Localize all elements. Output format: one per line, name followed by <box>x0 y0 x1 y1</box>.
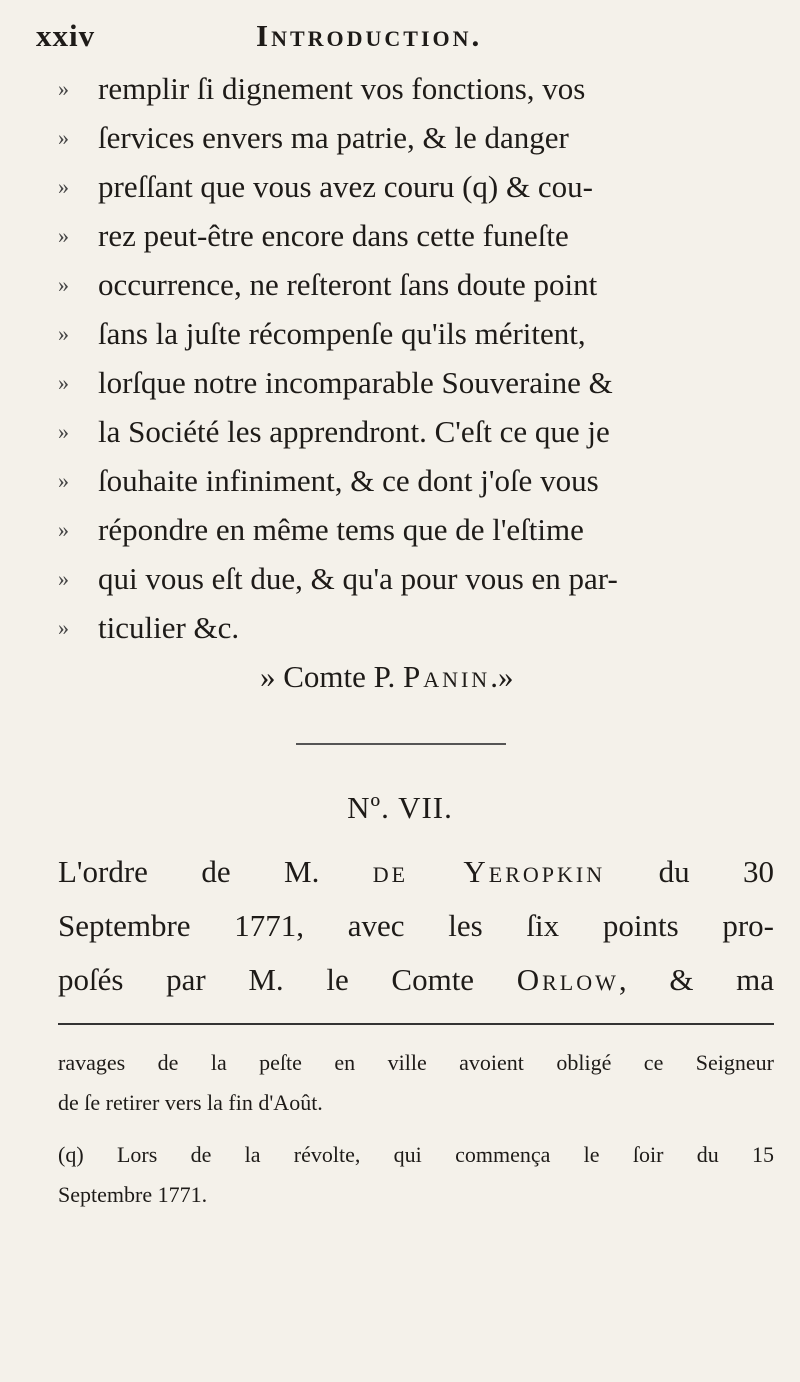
letter-line <box>58 309 778 358</box>
letter-line <box>58 162 778 211</box>
footnotes <box>58 1043 774 1215</box>
letter-line <box>58 456 778 505</box>
letter-line-text: ſervices envers ma patrie, & le danger <box>98 120 569 155</box>
quote-mark: » <box>58 125 69 150</box>
footnote-line: de ſe retirer vers la fin d'Août. <box>58 1090 323 1115</box>
quote-mark: » <box>58 321 69 346</box>
letter-line-text: ticulier &c. <box>98 610 240 645</box>
letter-line <box>58 603 778 652</box>
quote-mark: » <box>58 223 69 248</box>
letter-line <box>58 554 778 603</box>
signature-line <box>58 652 778 701</box>
letter-line <box>58 211 778 260</box>
letter-line-text: ſouhaite infiniment, & ce dont j'oſe vous <box>98 463 599 498</box>
letter-line-text: la Société les apprendront. C'eſt ce que je <box>98 414 610 449</box>
quote-mark: » <box>58 174 69 199</box>
signature-prefix: » Comte P. <box>260 659 403 694</box>
quote-mark: » <box>58 566 69 591</box>
paragraph-line <box>58 953 774 1007</box>
paragraph-text: du 30 <box>605 854 774 889</box>
quote-mark: » <box>58 370 69 395</box>
page-header <box>36 18 776 58</box>
quote-mark: » <box>58 76 69 101</box>
paragraph-text: , & ma <box>618 962 774 997</box>
section-divider <box>296 743 506 745</box>
paragraph-line <box>58 899 774 953</box>
footnote-line: ravages de la peſte en ville avoient obligé ce Seigneur <box>58 1050 774 1075</box>
letter-text <box>58 64 778 701</box>
section-title: Nº. VII. <box>347 790 453 825</box>
paragraph-text: L'ordre de M. <box>58 854 373 889</box>
letter-line <box>58 113 778 162</box>
person-name: de Yeropkin <box>372 854 606 889</box>
letter-line <box>58 407 778 456</box>
footnote-q-line: Septembre 1771. <box>58 1182 208 1207</box>
letter-line <box>58 64 778 113</box>
page-number: xxiv <box>36 18 96 53</box>
letter-line-text: ſans la juſte récompenſe qu'ils méritent, <box>98 316 586 351</box>
quote-mark: » <box>58 517 69 542</box>
letter-line-text: occurrence, ne reſteront ſans doute point <box>98 267 598 302</box>
footnote-q-line: (q) Lors de la révolte, qui commença le ſoir du 15 <box>58 1142 774 1167</box>
signature-suffix: .» <box>490 659 514 694</box>
paragraph-line <box>58 845 774 899</box>
quote-mark: » <box>58 468 69 493</box>
quote-mark: » <box>58 419 69 444</box>
quote-mark: » <box>58 615 69 640</box>
letter-line-text: répondre en même tems que de l'eſtime <box>98 512 584 547</box>
running-title: Introduction. <box>256 18 483 53</box>
signature <box>260 652 513 701</box>
section-paragraph <box>58 845 774 1007</box>
signature-name: Panin <box>402 659 491 694</box>
footnote-rule <box>58 1023 774 1025</box>
quote-mark: » <box>58 272 69 297</box>
letter-line <box>58 358 778 407</box>
person-name: Orlow <box>516 962 619 997</box>
footnote-gap <box>58 1123 774 1135</box>
letter-line-text: qui vous eſt due, & qu'a pour vous en par- <box>98 561 618 596</box>
letter-line-text: lorſque notre incomparable Souveraine & <box>98 365 613 400</box>
paragraph-text: poſés par M. le Comte <box>58 962 517 997</box>
letter-line <box>58 260 778 309</box>
letter-line-text: rez peut-être encore dans cette funeſte <box>98 218 569 253</box>
letter-line-text: preſſant que vous avez couru (q) & cou- <box>98 169 593 204</box>
paragraph-text: Septembre 1771, avec les ſix points pro- <box>58 908 774 943</box>
letter-line <box>58 505 778 554</box>
letter-line-text: remplir ſi dignement vos fonctions, vos <box>98 71 586 106</box>
